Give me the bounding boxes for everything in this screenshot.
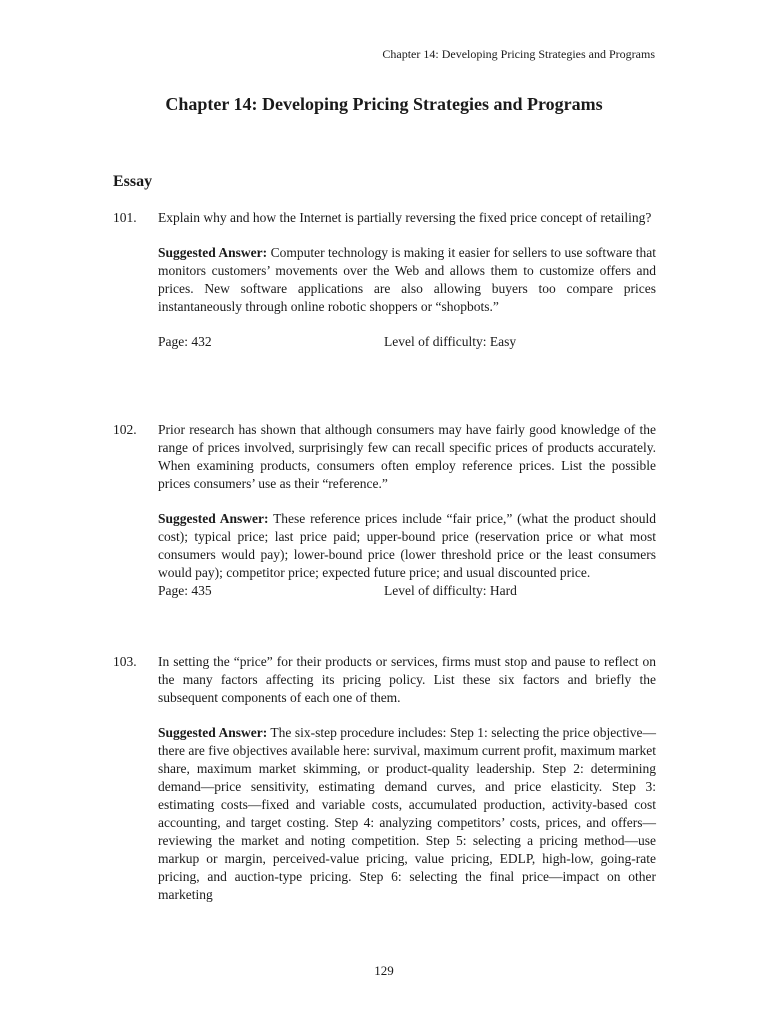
chapter-title: Chapter 14: Developing Pricing Strategies and Programs — [165, 94, 603, 114]
answer-text: These reference prices include “fair price,” (what the product should cost); typical price; last price paid; upper-bound price (reservation price or what most consumers would pay); lower-bound price (lower threshold price or the least consumers would pay); competitor price; expected future price; and usual discounted price. — [158, 511, 656, 580]
suggested-answer — [158, 244, 656, 316]
question-text: Explain why and how the Internet is partially reversing the fixed price concept of retailing? — [158, 210, 652, 225]
section-heading-essay: Essay — [113, 173, 153, 190]
question-meta — [158, 333, 656, 351]
question-meta — [158, 582, 656, 600]
answer-label: Suggested Answer: — [158, 725, 268, 740]
answer-text: The six-step procedure includes: Step 1: selecting the price objective—there are five objectives available here: survival, maximum current profit, maximum market share, maximum market skimming, or product-quality leadership. Step 2: determining demand—price sensitivity, estimating demand curves, and price elasticity. Step 3: estimating costs—fixed and variable costs, accumulated production, activity-based cost accounting, and target costing. Step 4: analyzing competitors’ costs, prices, and offers—reviewing the market and noting competition. Step 5: selecting a pricing method—use markup or margin, perceived-value pricing, value pricing, EDLP, high-low, going-rate pricing, and auction-type pricing. Step 6: selecting the final price—impact on other marketing — [158, 725, 656, 902]
answer-label: Suggested Answer: — [158, 511, 269, 526]
question-102 — [113, 421, 656, 600]
answer-text: Computer technology is making it easier for sellers to use software that monitors customers’ movements over the Web and allows them to customize offers and prices. New software applications are also allowing buyers too compare prices instantaneously through online robotic shoppers or “shopbots.” — [158, 245, 657, 314]
question-101 — [113, 209, 656, 351]
suggested-answer — [158, 724, 656, 904]
page-reference: Page: 432 — [158, 334, 212, 349]
difficulty-level: Level of difficulty: Easy — [384, 334, 517, 349]
question-text: In setting the “price” for their products or services, firms must stop and pause to reflect on the many factors affecting its pricing policy. List these six factors and briefly the subsequent components of each one of them. — [158, 654, 656, 705]
question-number: 102. — [113, 422, 137, 437]
answer-label: Suggested Answer: — [158, 245, 268, 260]
question-text: Prior research has shown that although consumers may have fairly good knowledge of the range of prices involved, surprisingly few can recall specific prices of products accurately. When examining products, consumers often employ reference prices. List the possible prices consumers’ use as their “reference.” — [158, 422, 656, 491]
page-number: 129 — [374, 963, 394, 978]
difficulty-level: Level of difficulty: Hard — [384, 583, 517, 598]
question-103 — [113, 653, 656, 904]
page-reference: Page: 435 — [158, 583, 212, 598]
question-number: 103. — [113, 654, 137, 669]
suggested-answer — [158, 510, 656, 582]
running-header: Chapter 14: Developing Pricing Strategies and Programs — [382, 47, 655, 61]
question-number: 101. — [113, 210, 137, 225]
